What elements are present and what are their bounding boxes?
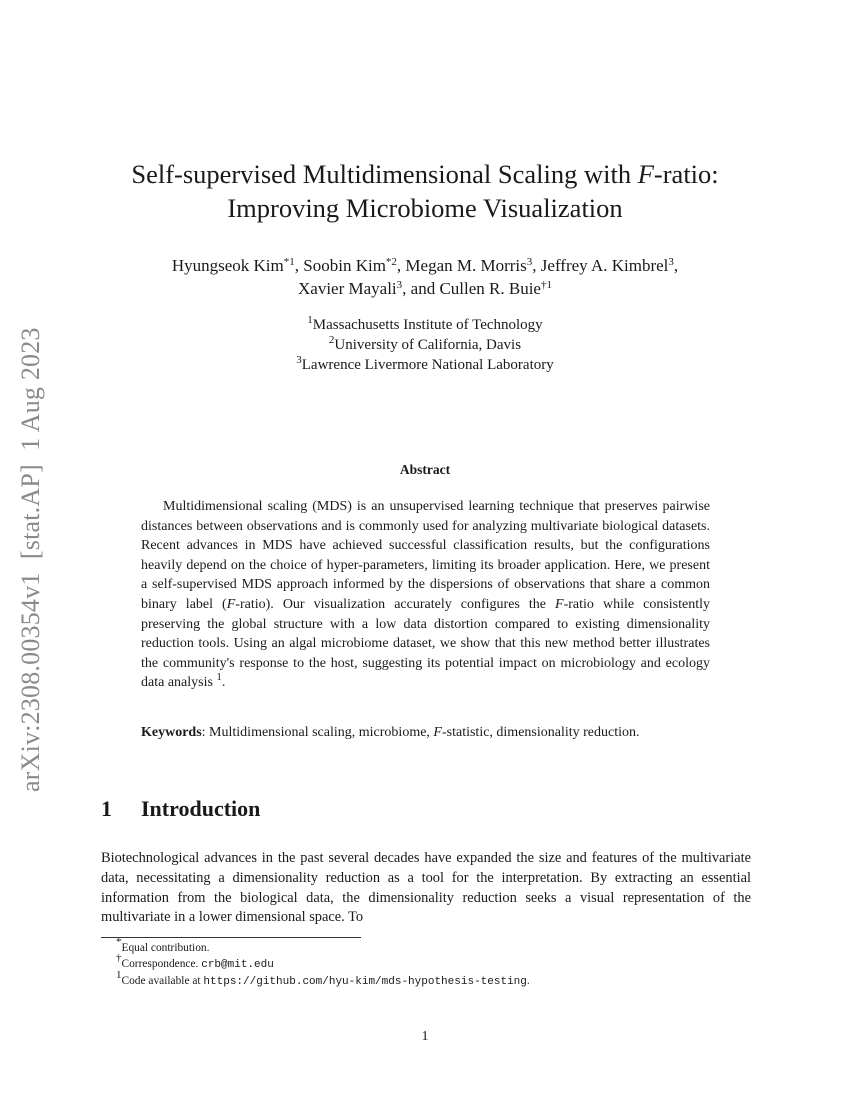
sep: , and	[402, 279, 440, 298]
footnotes	[116, 936, 530, 991]
section-number: 1	[101, 796, 112, 821]
author-mark: *2	[385, 256, 397, 268]
affiliation-list	[0, 315, 850, 375]
fn-text: Code available at	[121, 975, 204, 988]
intro-paragraph: Biotechnological advances in the past several decades have expanded the size and features of the multivariate data, necessitating a dimensionality reduction as a tool for the interpretation. By extracting an essential information from the biological data, the dimensionality reduction seeks a visual representation of the multivariate in a lower dimensional space. To	[101, 850, 751, 926]
sep: ,	[532, 256, 541, 275]
footnote-divider	[101, 937, 361, 938]
keywords	[141, 723, 710, 743]
fn-text: .	[526, 975, 530, 988]
keywords-label: Keywords	[141, 725, 202, 740]
code-url-link[interactable]: https://github.com/hyu-kim/mds-hypothesis-testing	[203, 976, 527, 989]
affil-num: 1	[307, 314, 313, 326]
footnote-link[interactable]: 1	[216, 671, 222, 684]
author-mark: *1	[283, 256, 295, 268]
affil-name: University of California, Davis	[334, 337, 522, 353]
fn-text: Correspondence.	[121, 958, 202, 971]
keywords-text: -statistic, dimensionality reduction.	[441, 725, 640, 740]
abstract-body	[141, 497, 710, 693]
abstract-text: Multidimensional scaling (MDS) is an unsupervised learning technique that preserves pairwise distances between observations and is commonly used for analyzing multivariate biological datasets. Recent advances in MDS have achieved successful classification results, but the configurations heavily depend on the choice of hyper-parameters, limiting its broader application. Here, we present a self-supervised MDS approach informed by the dispersions of observations that share a common binary label (	[141, 499, 710, 612]
footnote	[116, 936, 530, 956]
author-mark: 3	[396, 279, 403, 291]
author: Cullen R. Buie	[439, 279, 541, 298]
italic-f: F	[433, 725, 442, 740]
affil-num: 2	[328, 334, 335, 346]
affil-name: Lawrence Livermore National Laboratory	[301, 357, 554, 373]
author-mark: 3	[668, 256, 674, 268]
arxiv-stamp: arXiv:2308.00354v1 [stat.AP] 1 Aug 2023	[16, 327, 45, 792]
affiliation	[0, 315, 850, 335]
italic-f: F	[226, 596, 236, 612]
affiliation	[0, 355, 850, 375]
title-text: Self-supervised Multidimensional Scaling with	[131, 159, 638, 189]
affil-num: 3	[296, 354, 302, 366]
footnote	[116, 969, 530, 990]
section-heading	[101, 796, 260, 822]
email-link[interactable]: crb@mit.edu	[201, 959, 274, 972]
abstract-text: -ratio). Our visualization accurately configures the	[235, 596, 556, 612]
affiliation	[0, 335, 850, 355]
paper-title	[0, 157, 850, 225]
sep: ,	[294, 256, 304, 275]
author-list	[0, 254, 850, 300]
title-line-2: Improving Microbiome Visualization	[227, 193, 623, 223]
sep: ,	[673, 256, 679, 275]
title-italic-f: F	[637, 159, 654, 189]
fn-mark: †	[116, 952, 122, 965]
title-text-end: -ratio:	[653, 159, 719, 189]
author-mark: †1	[540, 279, 552, 291]
author: Soobin Kim	[303, 256, 386, 275]
author: Hyungseok Kim	[171, 256, 284, 275]
keywords-text: : Multidimensional scaling, microbiome,	[201, 725, 434, 740]
abstract-text: .	[221, 675, 226, 691]
abstract-heading: Abstract	[399, 462, 451, 477]
abstract-text: -ratio while consistently preserving the global structure with a low data distortion compared to existing dimensionality reduction tools. Using an algal microbiome dataset, we show that this new method better illustrates the community's response to the host, suggesting its potential impact on microbiology and ecology data analysis	[141, 596, 710, 691]
fn-mark: *	[116, 936, 122, 948]
author-mark: 3	[526, 256, 533, 268]
fn-mark: 1	[116, 969, 122, 982]
author: Xavier Mayali	[298, 279, 397, 298]
footnote	[116, 952, 530, 973]
fn-text: Equal contribution.	[121, 942, 210, 954]
author: Megan M. Morris	[405, 256, 527, 275]
sep: ,	[396, 256, 406, 275]
italic-f: F	[555, 596, 564, 612]
affil-name: Massachusetts Institute of Technology	[312, 317, 543, 333]
page-number: 1	[421, 1029, 429, 1044]
author: Jeffrey A. Kimbrel	[540, 256, 669, 275]
section-title: Introduction	[141, 796, 261, 821]
